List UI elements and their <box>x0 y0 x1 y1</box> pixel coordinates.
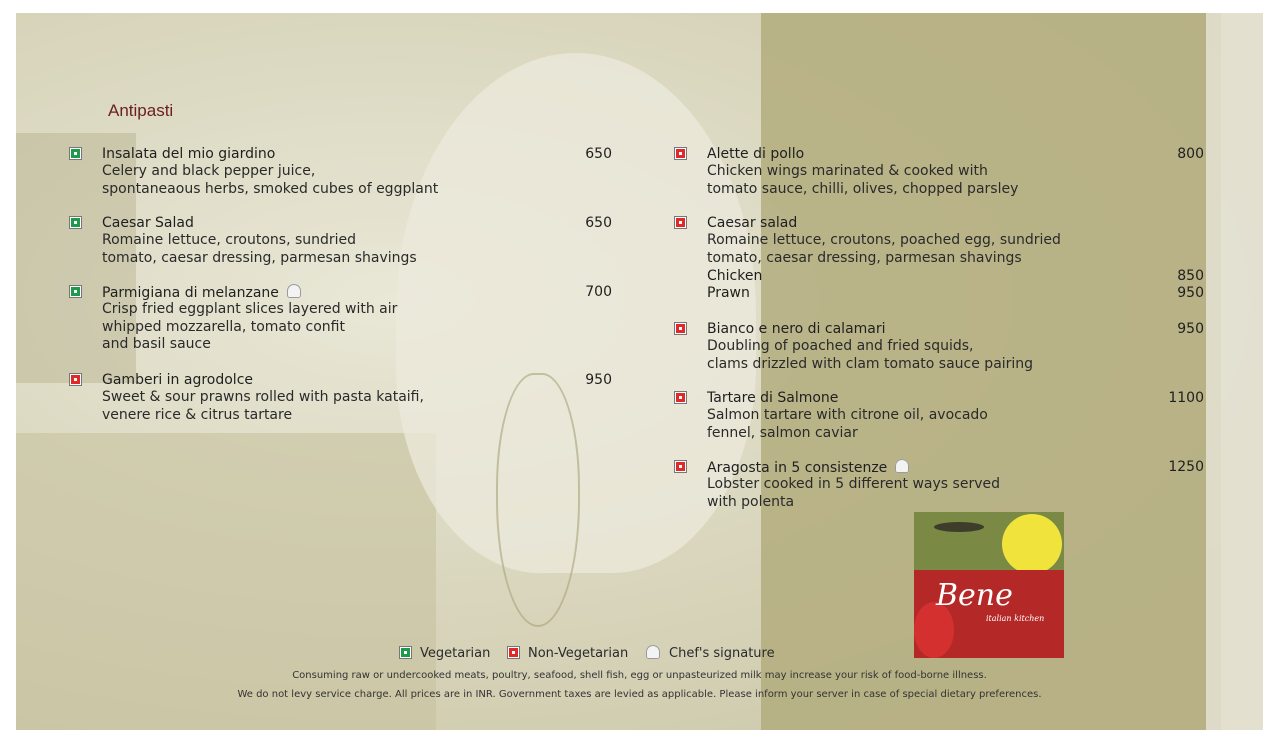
veg-marker-icon <box>70 217 81 228</box>
menu-item-description <box>707 163 1018 198</box>
menu-item-description-line: Chicken wings marinated & cooked with <box>707 163 988 179</box>
menu-item-price: 950 <box>1177 321 1204 337</box>
nonveg-marker-icon <box>675 392 686 403</box>
menu-item-name-text: Parmigiana di melanzane <box>102 285 279 301</box>
menu-item-description <box>707 407 988 442</box>
veg-marker-icon <box>70 148 81 159</box>
logo-sun-shape <box>1002 514 1062 574</box>
menu-item-description <box>102 163 438 198</box>
painted-background-outline <box>496 373 580 627</box>
menu-item-price: 650 <box>585 215 612 231</box>
menu-item-description-line: Crisp fried eggplant slices layered with air <box>102 301 398 317</box>
footer-disclaimer: Consuming raw or undercooked meats, poultry, seafood, shell fish, egg or unpasteurized milk may increase your risk of food-borne illness. <box>292 670 987 681</box>
menu-item-name <box>707 459 909 476</box>
menu-item-description-line: Lobster cooked in 5 different ways served <box>707 476 1000 492</box>
menu-item-description-line: tomato, caesar dressing, parmesan shavings <box>102 249 417 266</box>
logo-subtitle: italian kitchen <box>986 614 1045 623</box>
menu-item-description-line: spontaneaous herbs, smoked cubes of eggplant <box>102 180 439 197</box>
menu-item-name <box>102 215 194 231</box>
menu-item-description-line: clams drizzled with clam tomato sauce pairing <box>707 355 1034 372</box>
legend-veg-label: Vegetarian <box>420 646 491 661</box>
menu-item-price: 700 <box>585 284 612 300</box>
logo-wordmark: Bene <box>936 578 1013 613</box>
menu-item-name-text: Aragosta in 5 consistenze <box>707 460 888 476</box>
menu-item-description-line: venere rice & citrus tartare <box>102 406 293 423</box>
menu-item-name-text: Alette di pollo <box>707 146 805 162</box>
menu-item-description-line: Doubling of poached and fried squids, <box>707 338 974 354</box>
menu-item-description <box>102 232 417 267</box>
menu-item-price: 1250 <box>1168 459 1204 475</box>
menu-item-description-line: Sweet & sour prawns rolled with pasta kataifi, <box>102 389 424 405</box>
legend-nonveg-label: Non-Vegetarian <box>528 646 629 661</box>
menu-item-description-line: Romaine lettuce, croutons, sundried <box>102 232 357 248</box>
menu-item-description-line: fennel, salmon caviar <box>707 424 858 441</box>
menu-item-name-text: Caesar Salad <box>102 215 194 231</box>
menu-item-variant-price: 950 <box>1177 285 1204 301</box>
menu-page <box>16 13 1263 730</box>
painted-background-edge <box>1206 13 1263 730</box>
footer-pricing-note: We do not levy service charge. All prices are in INR. Government taxes are levied as applicable. Please inform your server in case of special dietary preferences. <box>237 689 1042 700</box>
menu-item-name <box>707 321 886 337</box>
bene-logo <box>914 512 1064 658</box>
menu-item-name <box>102 284 301 301</box>
menu-item-name <box>102 146 275 162</box>
menu-item-description <box>707 476 1000 511</box>
nonveg-marker-icon <box>70 374 81 385</box>
menu-item-variant-label: Prawn <box>707 285 750 301</box>
menu-item-description <box>102 301 397 354</box>
menu-item-description-line: tomato, caesar dressing, parmesan shavings <box>707 249 1022 266</box>
logo-fish-shape <box>934 522 984 532</box>
chef-hat-icon <box>646 645 660 659</box>
veg-marker-icon <box>70 286 81 297</box>
menu-item-name <box>707 390 838 406</box>
nonveg-marker-icon <box>675 217 686 228</box>
menu-item-price: 800 <box>1177 146 1204 162</box>
menu-item-description-line: Salmon tartare with citrone oil, avocado <box>707 407 988 423</box>
veg-marker-icon <box>400 647 411 658</box>
menu-item-name <box>707 215 797 231</box>
menu-item-description-line: whipped mozzarella, tomato confit <box>102 318 345 335</box>
menu-item-description-line: Romaine lettuce, croutons, poached egg, sundried <box>707 232 1061 248</box>
menu-item-name-text: Tartare di Salmone <box>707 390 839 406</box>
menu-item-name <box>707 146 804 162</box>
section-title: Antipasti <box>108 101 174 120</box>
menu-item-description-line: and basil sauce <box>102 336 211 352</box>
menu-item-name-text: Insalata del mio giardino <box>102 146 276 162</box>
menu-item-description <box>102 389 424 424</box>
menu-item-price: 1100 <box>1168 390 1204 406</box>
menu-item-description-line: with polenta <box>707 493 795 510</box>
menu-item-description <box>707 232 1061 267</box>
menu-item-description-line: tomato sauce, chilli, olives, chopped parsley <box>707 180 1019 197</box>
legend-chef-label: Chef's signature <box>669 646 775 661</box>
menu-item-name-text: Gamberi in agrodolce <box>102 372 254 388</box>
nonveg-marker-icon <box>508 647 519 658</box>
nonveg-marker-icon <box>675 148 686 159</box>
menu-item-description-line: Celery and black pepper juice, <box>102 163 316 179</box>
menu-item-name-text: Bianco e nero di calamari <box>707 321 886 337</box>
painted-background-patch <box>16 433 436 730</box>
menu-item-description <box>707 338 1033 373</box>
menu-item-price: 950 <box>585 372 612 388</box>
nonveg-marker-icon <box>675 461 686 472</box>
chef-hat-icon <box>895 459 909 473</box>
menu-item-variant-label: Chicken <box>707 268 763 284</box>
menu-item-name-text: Caesar salad <box>707 215 798 231</box>
menu-item-variant-price: 850 <box>1177 268 1204 284</box>
menu-item-price: 650 <box>585 146 612 162</box>
chef-hat-icon <box>287 284 301 298</box>
menu-item-name <box>102 372 253 388</box>
nonveg-marker-icon <box>675 323 686 334</box>
